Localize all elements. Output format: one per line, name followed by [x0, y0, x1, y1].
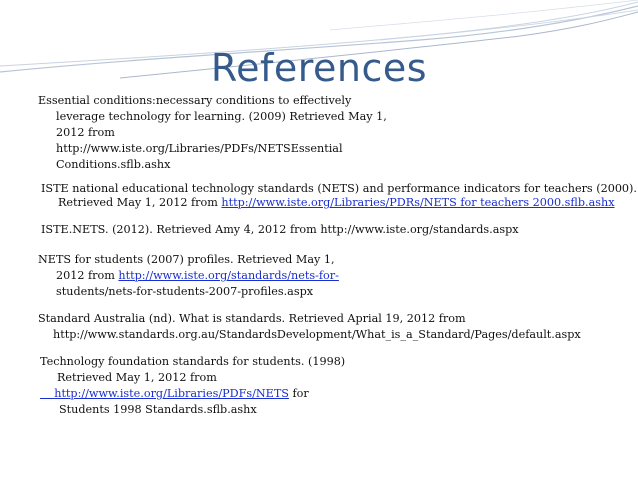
ref5-line2: http://www.standards.org.au/StandardsDevelopment/What_is_a_Standard/Pages/default.aspx	[53, 328, 581, 341]
ref6-line3-suffix: for	[288, 387, 309, 400]
ref6-line4: Students 1998 Standards.sflb.ashx	[59, 403, 257, 416]
ref1-line2: leverage technology for learning. (2009) Retrieved May 1,	[56, 110, 387, 123]
ref6-line1: Technology foundation standards for students. (1998)	[40, 355, 346, 368]
ref2-nets-teachers-link[interactable]: http://www.iste.org/Libraries/PDRs/NETS for teachers 2000.sflb.ashx	[221, 196, 615, 209]
ref3-line1: ISTE.NETS. (2012). Retrieved Amy 4, 2012 from http://www.iste.org/standards.aspx	[41, 223, 519, 236]
ref2-line2	[58, 195, 615, 211]
ref4-line2-prefix: 2012 from	[56, 269, 119, 282]
ref1-line1: Essential conditions:necessary conditions to effectively	[38, 94, 352, 107]
ref6-nets-pdfs-link[interactable]: http://www.iste.org/Libraries/PDFs/NETS	[54, 387, 289, 400]
ref6-line3-lead-underline	[40, 387, 54, 400]
ref6-line3	[40, 386, 309, 402]
ref4-line2	[56, 268, 339, 284]
ref2-line2-prefix: Retrieved May 1, 2012 from	[58, 196, 222, 209]
ref2-line1: ISTE national educational technology standards (NETS) and performance indicators for teachers (2000).	[41, 182, 637, 195]
ref1-line4: http://www.iste.org/Libraries/PDFs/NETSEssential	[56, 142, 343, 155]
ref4-line3: students/nets-for-students-2007-profiles.aspx	[56, 285, 314, 298]
ref4-nets-students-link[interactable]: http://www.iste.org/standards/nets-for-	[118, 269, 339, 282]
ref1-line3: 2012 from	[56, 126, 115, 139]
ref5-line1: Standard Australia (nd). What is standards. Retrieved Aprial 19, 2012 from	[38, 312, 466, 325]
slide-title: References	[210, 46, 428, 90]
ref1-line5: Conditions.sflb.ashx	[56, 158, 171, 171]
ref4-line1: NETS for students (2007) profiles. Retrieved May 1,	[38, 253, 335, 266]
ref6-line2: Retrieved May 1, 2012 from	[57, 371, 217, 384]
